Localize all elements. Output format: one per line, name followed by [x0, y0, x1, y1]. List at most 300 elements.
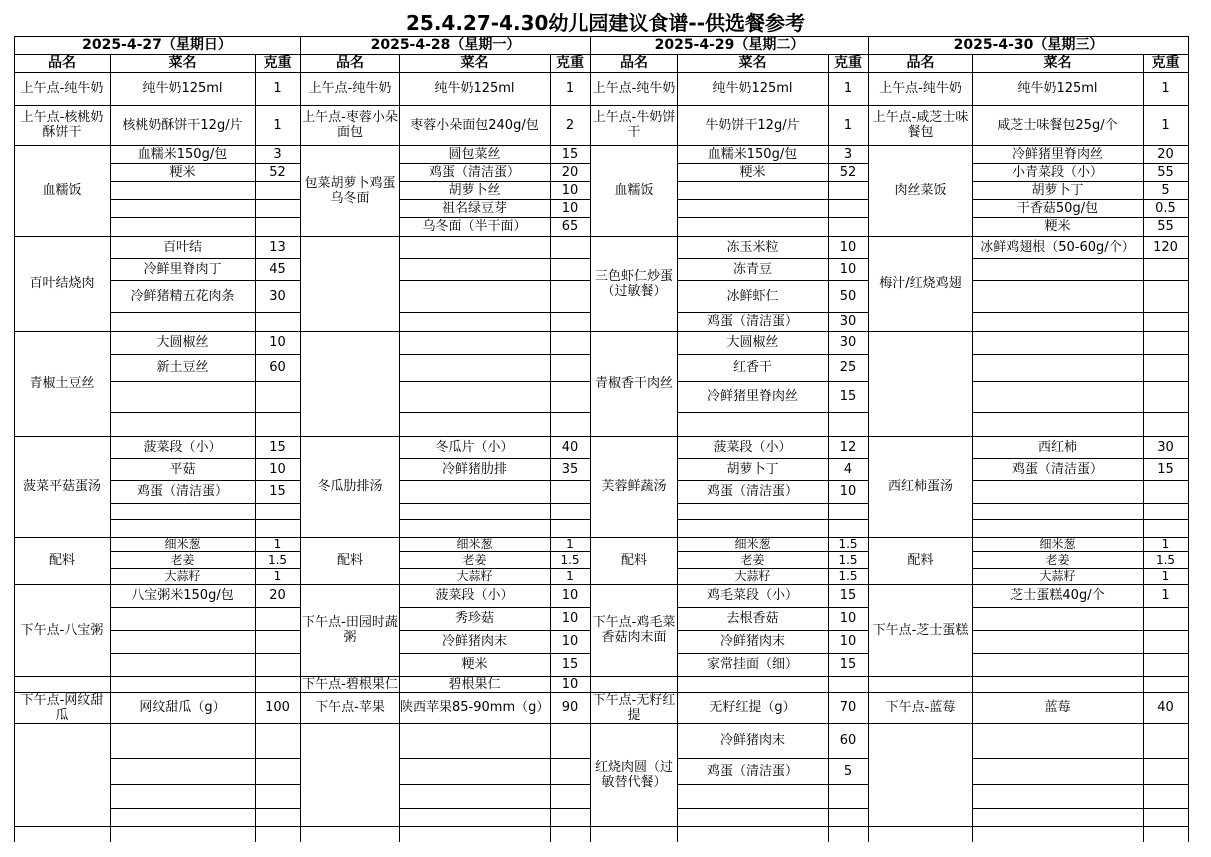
dish-cell — [110, 217, 255, 236]
dish-cell: 纯牛奶125ml — [434, 81, 515, 96]
dish-cell — [677, 181, 828, 199]
dish-cell: 鸡蛋（清洁蛋） — [1011, 461, 1103, 477]
weight-cell — [1143, 480, 1188, 503]
dish-cell — [677, 412, 828, 436]
weight-cell — [255, 199, 300, 217]
grid-line — [110, 826, 301, 827]
weight-cell — [550, 784, 590, 808]
item-name: 下午点-碧根果仁 — [302, 676, 398, 692]
weight-cell — [550, 503, 590, 519]
dish-cell: 鸡蛋（清洁蛋） — [136, 484, 228, 499]
column-header-dish: 菜名 — [460, 54, 489, 71]
weight-cell — [255, 412, 300, 436]
weight-cell — [255, 676, 300, 692]
dish-cell — [110, 519, 255, 537]
item-name: 下午点-芝士蛋糕 — [872, 622, 969, 638]
dish-cell: 粳米 — [169, 164, 196, 180]
item-name: 血糯饭 — [614, 183, 654, 198]
dish-cell — [399, 519, 550, 537]
dish-cell: 菠菜段（小） — [435, 588, 514, 603]
weight-cell — [255, 808, 300, 826]
item-name — [14, 676, 110, 692]
weight-cell: 55 — [1157, 164, 1174, 180]
dish-cell: 咸芝士味餐包25g/个 — [997, 117, 1118, 133]
weight-cell — [550, 723, 590, 758]
weight-cell — [550, 381, 590, 412]
weight-cell: 10 — [561, 182, 579, 198]
dish-cell — [399, 280, 550, 312]
column-header-weight: 克重 — [263, 54, 292, 71]
weight-cell — [828, 181, 868, 199]
dish-cell: 血糯米150g/包 — [137, 146, 228, 162]
item-name — [591, 676, 677, 692]
weight-cell: 10 — [269, 335, 286, 350]
item-name: 梅汁/红烧鸡翅 — [879, 276, 962, 291]
dish-cell: 网纹甜瓜（g） — [139, 700, 226, 715]
dish-cell — [972, 808, 1143, 826]
dish-cell: 冷鲜猪里脊肉丝 — [1011, 146, 1103, 162]
dish-cell — [110, 381, 255, 412]
weight-cell: 40 — [1157, 700, 1174, 715]
weight-cell: 0.5 — [1155, 200, 1176, 216]
weight-cell: 30 — [269, 288, 286, 304]
weight-cell: 52 — [269, 164, 286, 180]
dish-cell: 大圆椒丝 — [726, 335, 779, 350]
dish-cell — [399, 236, 550, 258]
dish-cell: 大蒜籽 — [1039, 569, 1076, 583]
weight-cell: 25 — [839, 360, 857, 375]
weight-cell — [550, 331, 590, 354]
dish-cell: 无籽红提（g） — [709, 700, 796, 715]
weight-cell — [550, 412, 590, 436]
dish-cell — [972, 607, 1143, 630]
item-name: 下午点-无籽红提 — [592, 692, 676, 723]
dish-cell: 纯牛奶125ml — [1017, 81, 1098, 96]
dish-cell — [677, 217, 828, 236]
dish-cell — [972, 381, 1143, 412]
dish-cell — [110, 312, 255, 331]
weight-cell: 1 — [843, 117, 853, 133]
weight-cell: 20 — [269, 588, 286, 603]
weight-cell: 70 — [839, 700, 857, 715]
dish-cell: 血糯米150g/包 — [707, 146, 798, 162]
item-name: 上午点-咸芝士味餐包 — [872, 110, 969, 140]
dish-cell: 鸡蛋（清洁蛋） — [706, 314, 798, 329]
weight-cell: 60 — [269, 360, 286, 375]
grid-line — [677, 826, 869, 827]
item-name — [301, 331, 399, 436]
item-name — [301, 723, 399, 826]
column-header-item: 品名 — [906, 54, 935, 71]
dish-cell — [110, 784, 255, 808]
weight-cell: 100 — [265, 700, 290, 715]
weight-cell — [1143, 381, 1188, 412]
grid-line — [591, 826, 678, 827]
weight-cell: 1.5 — [267, 552, 288, 567]
dish-cell: 鸡蛋（清洁蛋） — [706, 484, 798, 499]
weight-cell: 10 — [269, 461, 286, 477]
grid-line — [1188, 36, 1189, 842]
dish-cell — [399, 784, 550, 808]
dish-cell — [399, 331, 550, 354]
item-name: 配料 — [48, 553, 75, 568]
weight-cell — [828, 217, 868, 236]
weight-cell: 1 — [273, 81, 282, 96]
dish-cell — [399, 723, 550, 758]
weight-cell — [550, 236, 590, 258]
dish-cell — [677, 808, 828, 826]
dish-cell — [399, 412, 550, 436]
dish-cell: 胡萝卜丁 — [726, 461, 779, 477]
item-name: 肉丝菜饭 — [894, 183, 947, 198]
weight-cell — [828, 412, 868, 436]
weight-cell: 1.5 — [560, 552, 580, 567]
weight-cell: 1 — [1161, 588, 1170, 603]
weight-cell: 15 — [839, 657, 857, 672]
dish-cell: 家常挂面（细） — [706, 657, 798, 672]
item-name: 冬瓜肋排汤 — [317, 479, 383, 494]
dish-cell: 蓝莓 — [1044, 700, 1071, 715]
weight-cell — [1143, 312, 1188, 331]
weight-cell: 13 — [269, 239, 286, 255]
weight-cell: 12 — [839, 439, 857, 455]
dish-cell — [399, 758, 550, 784]
dish-cell — [110, 412, 255, 436]
dish-cell — [110, 676, 255, 692]
item-name: 青椒土豆丝 — [29, 376, 95, 391]
column-header-item: 品名 — [336, 54, 364, 71]
dish-cell: 纯牛奶125ml — [142, 81, 223, 96]
dish-cell: 红香干 — [732, 360, 772, 375]
dish-cell — [972, 258, 1143, 280]
grid-line — [14, 826, 111, 827]
weight-cell: 1 — [565, 81, 575, 96]
weight-cell: 30 — [839, 335, 857, 350]
weight-cell: 1.5 — [1155, 552, 1176, 567]
day-date-header: 2025-4-30（星期三） — [953, 36, 1104, 53]
weight-cell — [255, 653, 300, 676]
column-header-weight: 克重 — [556, 54, 584, 71]
dish-cell — [972, 412, 1143, 436]
dish-cell — [399, 381, 550, 412]
page-title: 25.4.27-4.30幼儿园建议食谱--供选餐参考 — [405, 11, 806, 35]
dish-cell: 冻玉米粒 — [726, 239, 779, 255]
weight-cell — [255, 607, 300, 630]
weight-cell: 1 — [1161, 569, 1170, 583]
weight-cell — [255, 503, 300, 519]
dish-cell — [677, 676, 828, 692]
item-name: 百叶结烧肉 — [29, 276, 95, 291]
dish-cell: 大蒜籽 — [164, 569, 201, 583]
weight-cell: 1 — [1161, 81, 1170, 96]
weight-cell: 1 — [843, 81, 853, 96]
weight-cell: 1.5 — [838, 537, 858, 551]
dish-cell: 牛奶饼干12g/片 — [705, 117, 800, 133]
dish-cell: 粳米 — [461, 657, 488, 672]
weight-cell: 10 — [839, 611, 857, 626]
weight-cell: 90 — [561, 700, 579, 715]
weight-cell: 120 — [1153, 239, 1178, 255]
weight-cell — [255, 519, 300, 537]
weight-cell — [255, 217, 300, 236]
item-name: 西红柿蛋汤 — [887, 479, 953, 494]
weight-cell: 15 — [561, 146, 579, 162]
dish-cell: 乌冬面（半干面） — [422, 219, 527, 234]
weight-cell: 15 — [561, 657, 579, 672]
weight-cell — [1143, 519, 1188, 537]
weight-cell: 65 — [561, 219, 579, 234]
column-header-weight: 克重 — [834, 54, 862, 71]
weight-cell — [255, 758, 300, 784]
grid-line — [399, 826, 591, 827]
dish-cell: 老姜 — [740, 552, 765, 567]
weight-cell — [255, 381, 300, 412]
item-name: 上午点-纯牛奶 — [20, 81, 104, 96]
weight-cell: 55 — [1157, 219, 1174, 234]
item-name: 配料 — [620, 553, 647, 568]
weight-cell: 10 — [839, 261, 857, 277]
dish-cell — [972, 653, 1143, 676]
weight-cell — [1143, 503, 1188, 519]
dish-cell — [110, 181, 255, 199]
item-name: 包菜胡萝卜鸡蛋乌冬面 — [304, 175, 396, 206]
item-name: 下午点-苹果 — [315, 700, 385, 715]
weight-cell — [828, 808, 868, 826]
dish-cell: 陕西苹果85-90mm（g） — [400, 700, 550, 715]
dish-cell: 大蒜籽 — [456, 569, 493, 583]
dish-cell: 胡萝卜丁 — [1031, 182, 1084, 198]
dish-cell — [399, 808, 550, 826]
dish-cell — [972, 519, 1143, 537]
dish-cell: 粳米 — [739, 164, 766, 180]
item-name: 下午点-蓝莓 — [885, 700, 956, 715]
item-name — [14, 723, 110, 826]
dish-cell: 胡萝卜丝 — [448, 182, 501, 198]
item-name: 下午点-八宝粥 — [20, 622, 104, 638]
dish-cell: 秀珍菇 — [454, 611, 494, 626]
dish-cell — [110, 723, 255, 758]
dish-cell: 鸡蛋（清洁蛋） — [428, 164, 520, 180]
weight-cell — [828, 503, 868, 519]
dish-cell — [972, 723, 1143, 758]
item-name: 上午点-牛奶饼干 — [592, 110, 676, 140]
weight-cell — [1143, 723, 1188, 758]
weight-cell — [255, 630, 300, 653]
item-name — [869, 723, 972, 826]
grid-line — [972, 826, 1189, 827]
dish-cell — [677, 503, 828, 519]
weight-cell — [550, 280, 590, 312]
weight-cell — [1143, 412, 1188, 436]
weight-cell: 5 — [1161, 182, 1170, 198]
weight-cell: 40 — [561, 439, 579, 455]
item-name: 上午点-纯牛奶 — [879, 81, 962, 96]
weight-cell — [1143, 630, 1188, 653]
item-name: 下午点-田园时蔬粥 — [302, 615, 398, 645]
weight-cell — [550, 519, 590, 537]
weight-cell: 10 — [561, 634, 579, 649]
dish-cell — [110, 630, 255, 653]
column-header-item: 品名 — [620, 54, 648, 71]
weight-cell — [1143, 784, 1188, 808]
dish-cell: 百叶结 — [162, 239, 202, 255]
weight-cell — [255, 181, 300, 199]
dish-cell — [110, 503, 255, 519]
dish-cell: 老姜 — [462, 552, 487, 567]
dish-cell — [972, 480, 1143, 503]
dish-cell: 冰鲜虾仁 — [726, 288, 779, 304]
dish-cell — [110, 653, 255, 676]
dish-cell: 细米葱 — [456, 537, 493, 551]
item-name: 下午点-网纹甜瓜 — [20, 692, 104, 723]
item-name — [301, 236, 399, 331]
dish-cell: 冬瓜片（小） — [435, 439, 514, 455]
dish-cell — [110, 607, 255, 630]
dish-cell: 细米葱 — [734, 537, 771, 551]
weight-cell: 15 — [839, 389, 857, 404]
weight-cell: 1 — [1161, 537, 1170, 551]
dish-cell: 老姜 — [170, 552, 195, 567]
dish-cell — [972, 280, 1143, 312]
dish-cell — [399, 312, 550, 331]
dish-cell: 大蒜籽 — [734, 569, 771, 583]
dish-cell: 粳米 — [1044, 219, 1071, 234]
item-name — [869, 676, 972, 692]
weight-cell: 2 — [565, 117, 575, 133]
weight-cell — [1143, 607, 1188, 630]
weight-cell — [1143, 758, 1188, 784]
weight-cell — [828, 784, 868, 808]
dish-cell: 鸡毛菜段（小） — [706, 588, 798, 603]
item-name: 芙蓉鲜蔬汤 — [601, 479, 667, 494]
dish-cell: 芝士蛋糕40g/个 — [1010, 588, 1105, 603]
dish-cell: 冷鲜猪肋排 — [441, 461, 507, 477]
dish-cell — [972, 354, 1143, 381]
weight-cell: 1 — [566, 569, 574, 583]
dish-cell: 圆包菜丝 — [448, 146, 501, 162]
weight-cell — [1143, 676, 1188, 692]
column-header-dish: 菜名 — [1043, 54, 1072, 71]
dish-cell: 冷鲜猪肉末 — [719, 733, 785, 748]
dish-cell: 冷鲜猪肉末 — [441, 634, 507, 649]
dish-cell — [677, 519, 828, 537]
weight-cell — [828, 519, 868, 537]
dish-cell: 大圆椒丝 — [156, 335, 209, 350]
weight-cell: 1 — [1161, 117, 1170, 133]
item-name: 上午点-核桃奶酥饼干 — [20, 110, 104, 140]
dish-cell: 枣蓉小朵面包240g/包 — [410, 117, 539, 133]
weight-cell — [1143, 280, 1188, 312]
dish-cell — [399, 354, 550, 381]
item-name: 下午点-鸡毛菜香菇肉末面 — [592, 615, 676, 645]
weight-cell: 5 — [843, 763, 853, 779]
column-header-weight: 克重 — [1151, 54, 1180, 71]
weight-cell: 35 — [561, 461, 579, 477]
column-header-dish: 菜名 — [168, 54, 197, 71]
dish-cell — [972, 331, 1143, 354]
dish-cell — [972, 312, 1143, 331]
day-date-header: 2025-4-28（星期一） — [370, 36, 521, 53]
dish-cell: 核桃奶酥饼干12g/片 — [122, 117, 243, 133]
dish-cell: 冻青豆 — [732, 261, 772, 277]
weight-cell: 10 — [839, 634, 857, 649]
weight-cell — [255, 784, 300, 808]
item-name: 上午点-纯牛奶 — [592, 81, 676, 96]
item-name: 红烧肉圆（过敏替代餐） — [594, 759, 673, 790]
weight-cell — [1143, 653, 1188, 676]
weight-cell — [255, 312, 300, 331]
weight-cell — [550, 354, 590, 381]
weight-cell: 10 — [839, 484, 857, 499]
dish-cell: 八宝粥米150g/包 — [131, 588, 234, 603]
weight-cell — [1143, 354, 1188, 381]
dish-cell: 干香菇50g/包 — [1016, 200, 1099, 216]
item-name: 上午点-纯牛奶 — [308, 81, 392, 96]
item-name: 配料 — [336, 553, 363, 568]
weight-cell: 1 — [273, 537, 282, 551]
dish-cell: 小青菜段（小） — [1011, 164, 1103, 180]
dish-cell: 冰鲜鸡翅根（50-60g/个） — [980, 239, 1135, 255]
dish-cell: 老姜 — [1045, 552, 1070, 567]
weight-cell — [550, 758, 590, 784]
weight-cell: 1 — [273, 569, 282, 583]
dish-cell: 碧根果仁 — [448, 676, 501, 692]
column-header-item: 品名 — [48, 54, 76, 71]
day-date-header: 2025-4-27（星期日） — [82, 36, 232, 53]
weight-cell — [550, 258, 590, 280]
weight-cell — [550, 480, 590, 503]
grid-line — [301, 826, 400, 827]
menu-table — [14, 36, 1189, 841]
dish-cell — [110, 199, 255, 217]
weight-cell: 15 — [839, 588, 857, 603]
dish-cell — [972, 503, 1143, 519]
weight-cell: 52 — [839, 164, 857, 180]
dish-cell: 西红柿 — [1037, 439, 1077, 455]
weight-cell — [1143, 331, 1188, 354]
dish-cell: 冷鲜猪里脊肉丝 — [706, 389, 798, 404]
dish-cell — [972, 676, 1143, 692]
dish-cell — [110, 808, 255, 826]
weight-cell: 1.5 — [838, 552, 858, 567]
item-name: 三色虾仁炒蛋（过敏餐） — [594, 268, 673, 299]
item-name: 青椒香干肉丝 — [594, 376, 673, 391]
weight-cell: 10 — [839, 239, 857, 255]
item-name: 配料 — [907, 553, 934, 568]
dish-cell: 冷鲜猪肉末 — [719, 634, 785, 649]
day-date-header: 2025-4-29（星期二） — [654, 36, 805, 53]
dish-cell: 新土豆丝 — [156, 360, 209, 375]
dish-cell: 鸡蛋（清洁蛋） — [706, 763, 798, 779]
dish-cell — [972, 758, 1143, 784]
weight-cell: 1.5 — [838, 569, 858, 583]
weight-cell — [550, 312, 590, 331]
grid-line — [869, 826, 973, 827]
dish-cell — [677, 199, 828, 217]
weight-cell: 45 — [269, 261, 286, 277]
weight-cell: 15 — [269, 439, 286, 455]
weight-cell: 1 — [273, 117, 282, 133]
dish-cell: 平菇 — [169, 461, 196, 477]
item-name: 血糯饭 — [42, 183, 82, 198]
weight-cell — [255, 723, 300, 758]
weight-cell: 30 — [839, 314, 857, 329]
dish-cell — [399, 480, 550, 503]
weight-cell: 50 — [839, 288, 857, 304]
weight-cell: 10 — [561, 611, 579, 626]
dish-cell: 去根香菇 — [726, 611, 779, 626]
dish-cell: 纯牛奶125ml — [712, 81, 793, 96]
